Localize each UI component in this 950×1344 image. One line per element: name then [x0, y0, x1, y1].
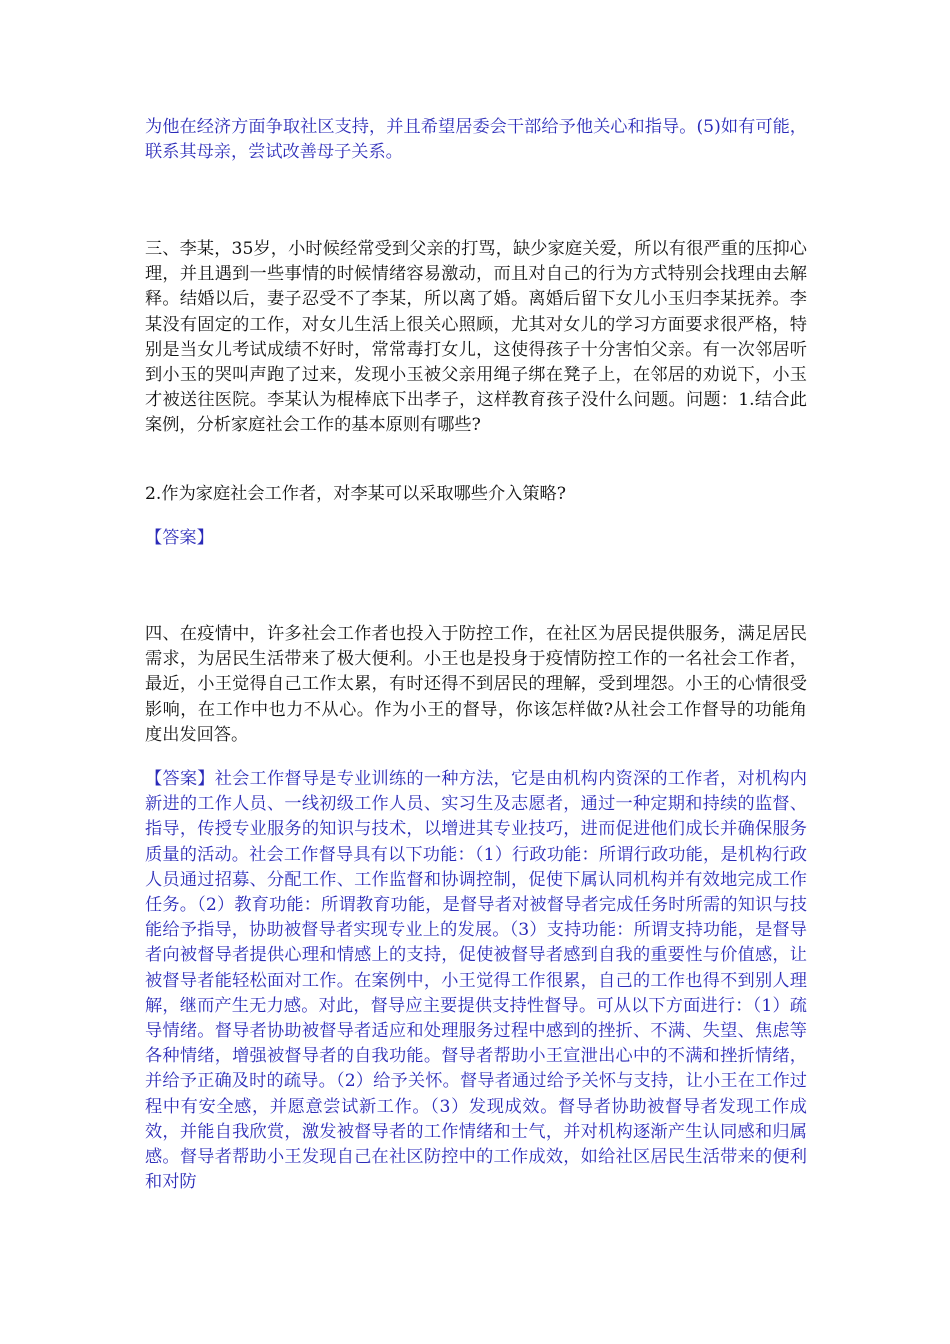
- previous-answer-continuation: 为他在经济方面争取社区支持，并且希望居委会干部给予他关心和指导。(5)如有可能，联系其母亲，尝试改善母子关系。: [145, 117, 807, 163]
- question-4-answer: [145, 767, 807, 1195]
- question-4-text: 四、在疫情中，许多社会工作者也投入于防控工作，在社区为居民提供服务，满足居民需求，为居民生活带来了极大便利。小王也是投身于疫情防控工作的一名社会工作者，最近，小王觉得自己工作太累，有时还得不到居民的理解，受到埋怨。小王的心情很受影响，在工作中也力不从心。作为小王的督导，你该怎样做?从社会工作督导的功能角度出发回答。: [145, 624, 807, 745]
- question-3-text: 三、李某，35岁，小时候经常受到父亲的打骂，缺少家庭关爱，所以有很严重的压抑心理，并且遇到一些事情的时候情绪容易激动，而且对自己的行为方式特别会找理由去解释。结婚以后，妻子忍受不了李某，所以离了婚。离婚后留下女儿小玉归李某抚养。李某没有固定的工作，对女儿生活上很关心照顾，尤其对女儿的学习方面要求很严格，特别是当女儿考试成绩不好时，常常毒打女儿，这使得孩子十分害怕父亲。有一次邻居听到小玉的哭叫声跑了过来，发现小玉被父亲用绳子绑在凳子上，在邻居的劝说下，小玉才被送往医院。李某认为棍棒底下出孝子，这样教育孩子没什么问题。问题：1.结合此案例，分析家庭社会工作的基本原则有哪些?: [145, 239, 807, 436]
- question-3-answer-label: 【答案】: [145, 528, 214, 548]
- question-4-answer-label: 【答案】: [145, 769, 215, 789]
- question-3-sub-2: 2.作为家庭社会工作者，对李某可以采取哪些介入策略?: [145, 484, 566, 504]
- question-4-answer-text: 社会工作督导是专业训练的一种方法，它是由机构内资深的工作者，对机构内新进的工作人员、一线初级工作人员、实习生及志愿者，通过一种定期和持续的监督、指导，传授专业服务的知识与技术，以增进其专业技巧，进而促进他们成长并确保服务质量的活动。社会工作督导具有以下功能：（1）行政功能：所谓行政功能，是机构行政人员通过招募、分配工作、工作监督和协调控制，促使下属认同机构并有效地完成工作任务。（2）教育功能：所谓教育功能，是督导者对被督导者完成任务时所需的知识与技能给予指导，协助被督导者实现专业上的发展。（3）支持功能：所谓支持功能，是督导者向被督导者提供心理和情感上的支持，促使被督导者感到自我的重要性与价值感，让被督导者能轻松面对工作。在案例中，小王觉得工作很累，自己的工作也得不到别人理解，继而产生无力感。对此，督导应主要提供支持性督导。可从以下方面进行：（1）疏导情绪。督导者协助被督导者适应和处理服务过程中感到的挫折、不满、失望、焦虑等各种情绪，增强被督导者的自我功能。督导者帮助小王宣泄出心中的不满和挫折情绪，并给予正确及时的疏导。（2）给予关怀。督导者通过给予关怀与支持，让小王在工作过程中有安全感，并愿意尝试新工作。（3）发现成效。督导者协助被督导者发现工作成效，并能自我欣赏，激发被督导者的工作情绪和士气，并对机构逐渐产生认同感和归属感。督导者帮助小王发现自己在社区防控中的工作成效，如给社区居民生活带来的便利和对防: [145, 769, 807, 1193]
